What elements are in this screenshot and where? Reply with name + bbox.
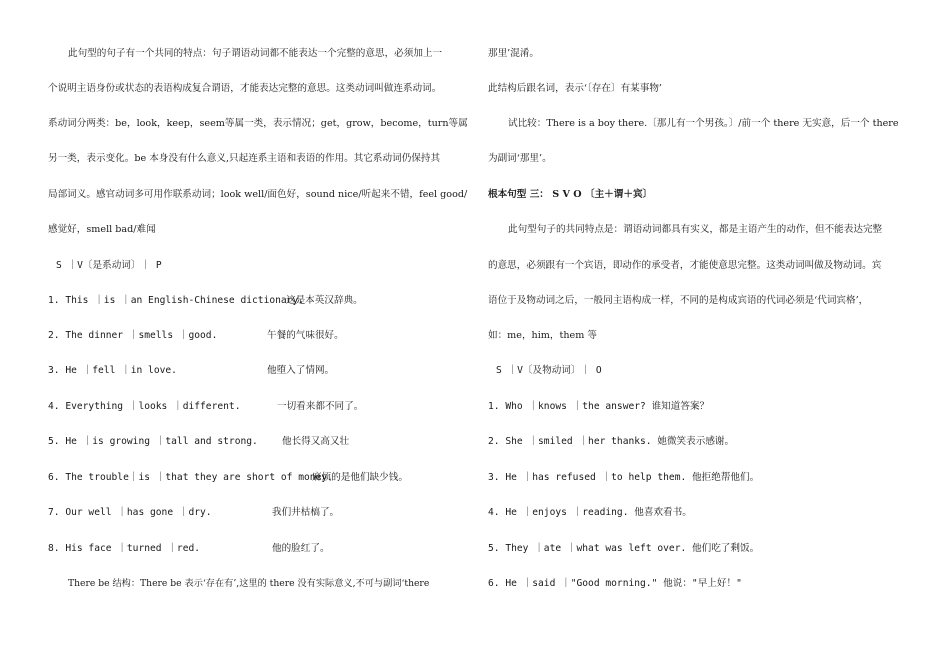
- example-row: [48, 506, 340, 520]
- example-row: [48, 435, 350, 449]
- example-chinese: 麻烦的是他们缺少钱。: [312, 472, 408, 483]
- example-chinese: 他堕入了情网。: [267, 365, 335, 376]
- sentence-pattern: S ｜V〔及物动词〕｜ O: [496, 365, 602, 376]
- there-be-note: There be 结构：There be 表示‘存在有’,这里的 there 没有实际意义,不可与副词‘there: [68, 578, 430, 589]
- example-row: [48, 400, 364, 414]
- comparison-line: 为副词‘那里’。: [488, 153, 552, 164]
- example-row: [48, 364, 335, 378]
- example-row: 5. They ｜ate ｜what was left over. 他们吃了剩饭。: [488, 543, 760, 554]
- example-chinese: 他的脸红了。: [272, 543, 330, 554]
- example-row: [48, 294, 363, 308]
- example-english: 6. The trouble｜is ｜that they are short of money.: [48, 472, 333, 483]
- example-chinese: 我们井枯槁了。: [272, 507, 340, 518]
- example-row: 3. He ｜has refused ｜to help them. 他拒绝帮他们。: [488, 472, 760, 483]
- example-english: 8. His face ｜turned ｜red.: [48, 543, 201, 554]
- paragraph-line: 个说明主语身份或状态的表语构成复合谓语，才能表达完整的意思。这类动词叫做连系动词。: [48, 83, 442, 94]
- paragraph-line: 此句型的句子有一个共同的特点：句子谓语动词都不能表达一个完整的意思，必须加上一: [68, 48, 443, 59]
- sentence-pattern: S ｜V〔是系动词〕｜ P: [56, 260, 162, 271]
- example-row: [48, 542, 330, 556]
- example-row: 4. He ｜enjoys ｜reading. 他喜欢看书。: [488, 507, 692, 518]
- paragraph-line: 感觉好，smell bad/难闻: [48, 224, 156, 235]
- example-chinese: 一切看来都不同了。: [277, 401, 364, 412]
- paragraph-line: 另一类，表示变化。be 本身没有什么意义,只起连系主语和表语的作用。其它系动词仍保持其: [48, 153, 441, 164]
- example-chinese: 午餐的气味很好。: [267, 330, 344, 341]
- paragraph-line: 此句型句子的共同特点是：谓语动词都具有实义，都是主语产生的动作，但不能表达完整: [508, 224, 883, 235]
- comparison-line: 试比较：There is a boy there.〔那儿有一个男孩。〕/前一个 there 无实意，后一个 there: [508, 118, 899, 129]
- paragraph-line: 系动词分两类：be，look，keep，seem等属一类，表示情况；get，grow，become，turn等属: [48, 118, 468, 129]
- example-chinese: 他长得又高又壮: [282, 436, 350, 447]
- example-row: 6. He ｜said ｜"Good morning." 他说："早上好！": [488, 578, 742, 589]
- example-english: 1. This ｜is ｜an English-Chinese dictionary.: [48, 295, 305, 306]
- paragraph-line: 那里’混淆。: [488, 48, 540, 59]
- example-english: 4. Everything ｜looks ｜different.: [48, 401, 241, 412]
- example-row: [48, 329, 344, 343]
- example-english: 5. He ｜is growing ｜tall and strong.: [48, 436, 258, 447]
- example-english: 2. The dinner ｜smells ｜good.: [48, 330, 218, 341]
- example-chinese: 这是本英汉辞典。: [286, 295, 363, 306]
- example-row: 2. She ｜smiled ｜her thanks. 她微笑表示感谢。: [488, 436, 735, 447]
- paragraph-line: 如：me，him，them 等: [488, 330, 597, 341]
- example-row: [48, 471, 408, 485]
- paragraph-line: 语位于及物动词之后，一般同主语构成一样，不同的是构成宾语的代词必须是‘代词宾格’，: [488, 295, 869, 306]
- example-row: 1. Who ｜knows ｜the answer? 谁知道答案？: [488, 401, 710, 412]
- paragraph-line: 此结构后跟名词，表示‘〔存在〕有某事物’: [488, 83, 662, 94]
- paragraph-line: 的意思，必须跟有一个宾语，即动作的承受者，才能使意思完整。这类动词叫做及物动词。宾: [488, 260, 882, 271]
- example-english: 7. Our well ｜has gone ｜dry.: [48, 507, 212, 518]
- example-english: 3. He ｜fell ｜in love.: [48, 365, 177, 376]
- paragraph-line: 局部词义。感官动词多可用作联系动词；look well/面色好，sound nice/听起来不错，feel good/: [48, 189, 468, 200]
- section-heading: 根本句型 三： S V O 〔主＋谓＋宾〕: [488, 189, 653, 200]
